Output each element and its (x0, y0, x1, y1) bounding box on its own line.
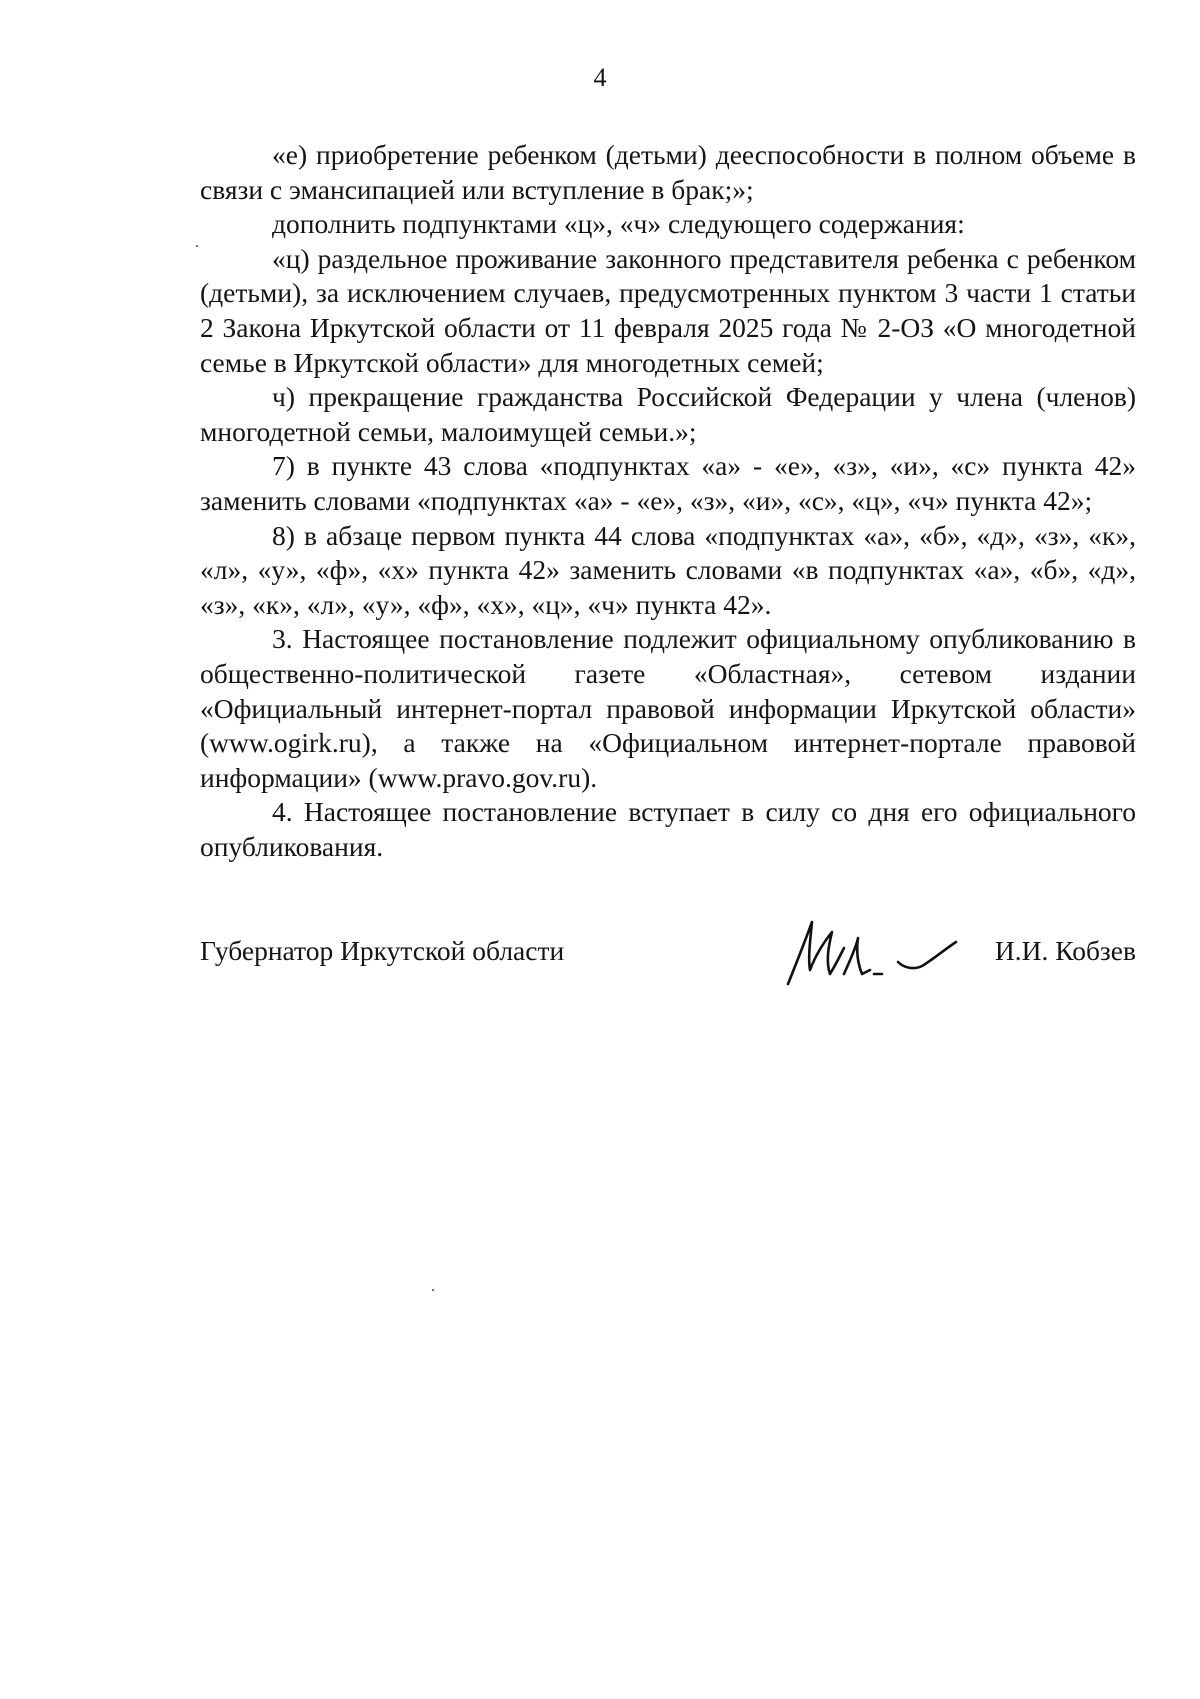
page-number: 4 (593, 63, 607, 92)
document-body (200, 138, 1136, 864)
paragraph-subitem-e: «е) приобретение ребенком (детьми) дееспособности в полном объеме в связи с эмансипацией или вступление в брак;»; (200, 139, 1136, 205)
paragraph-add-subitems: дополнить подпунктами «ц», «ч» следующего содержания: (272, 208, 965, 240)
signer-title: Губернатор Иркутской области (200, 935, 565, 966)
scan-speck (432, 1289, 434, 1291)
handwritten-signature (770, 912, 970, 992)
paragraph-item-7: 7) в пункте 43 слова «подпунктах «а» - «е», «з», «и», «с» пункта 42» заменить словами «подпунктах «а» - «е», «з», «и», «с», «ц», «ч» пункта 42»; (200, 450, 1136, 516)
paragraph-subitem-ts: «ц) раздельное проживание законного представителя ребенка с ребенком (детьми), за исключением случаев, предусмотренных пунктом 3 части 1 статьи 2 Закона Иркутской области от 11 февраля 2025 года № 2-ОЗ «О многодетной семье в Иркутской области» для многодетных семей; (200, 242, 1136, 378)
scan-speck (196, 245, 198, 247)
paragraph-section-4: 4. Настоящее постановление вступает в силу со дня его официального опубликования. (200, 796, 1136, 862)
paragraph-item-8: 8) в абзаце первом пункта 44 слова «подпунктах «а», «б», «д», «з», «к», «л», «у», «ф», «х» пункта 42» заменить словами «в подпунктах «а», «б», «д», «з», «к», «л», «у», «ф», «х», «ц», «ч» пункта 42». (200, 519, 1136, 620)
paragraph-subitem-ch: ч) прекращение гражданства Российской Федерации у члена (членов) многодетной семьи, малоимущей семьи.»; (200, 381, 1136, 447)
signer-name: И.И. Кобзев (994, 935, 1136, 966)
signature-block (200, 912, 1136, 1002)
paragraph-section-3: 3. Настоящее постановление подлежит официальному опубликованию в общественно-политической газете «Областная», сетевом издании «Официальный интернет-портал правовой информации Иркутской области» (www.ogirk.ru), а также на «Официальном интернет-портале правовой информации» (www.pravo.gov.ru). (200, 623, 1136, 793)
